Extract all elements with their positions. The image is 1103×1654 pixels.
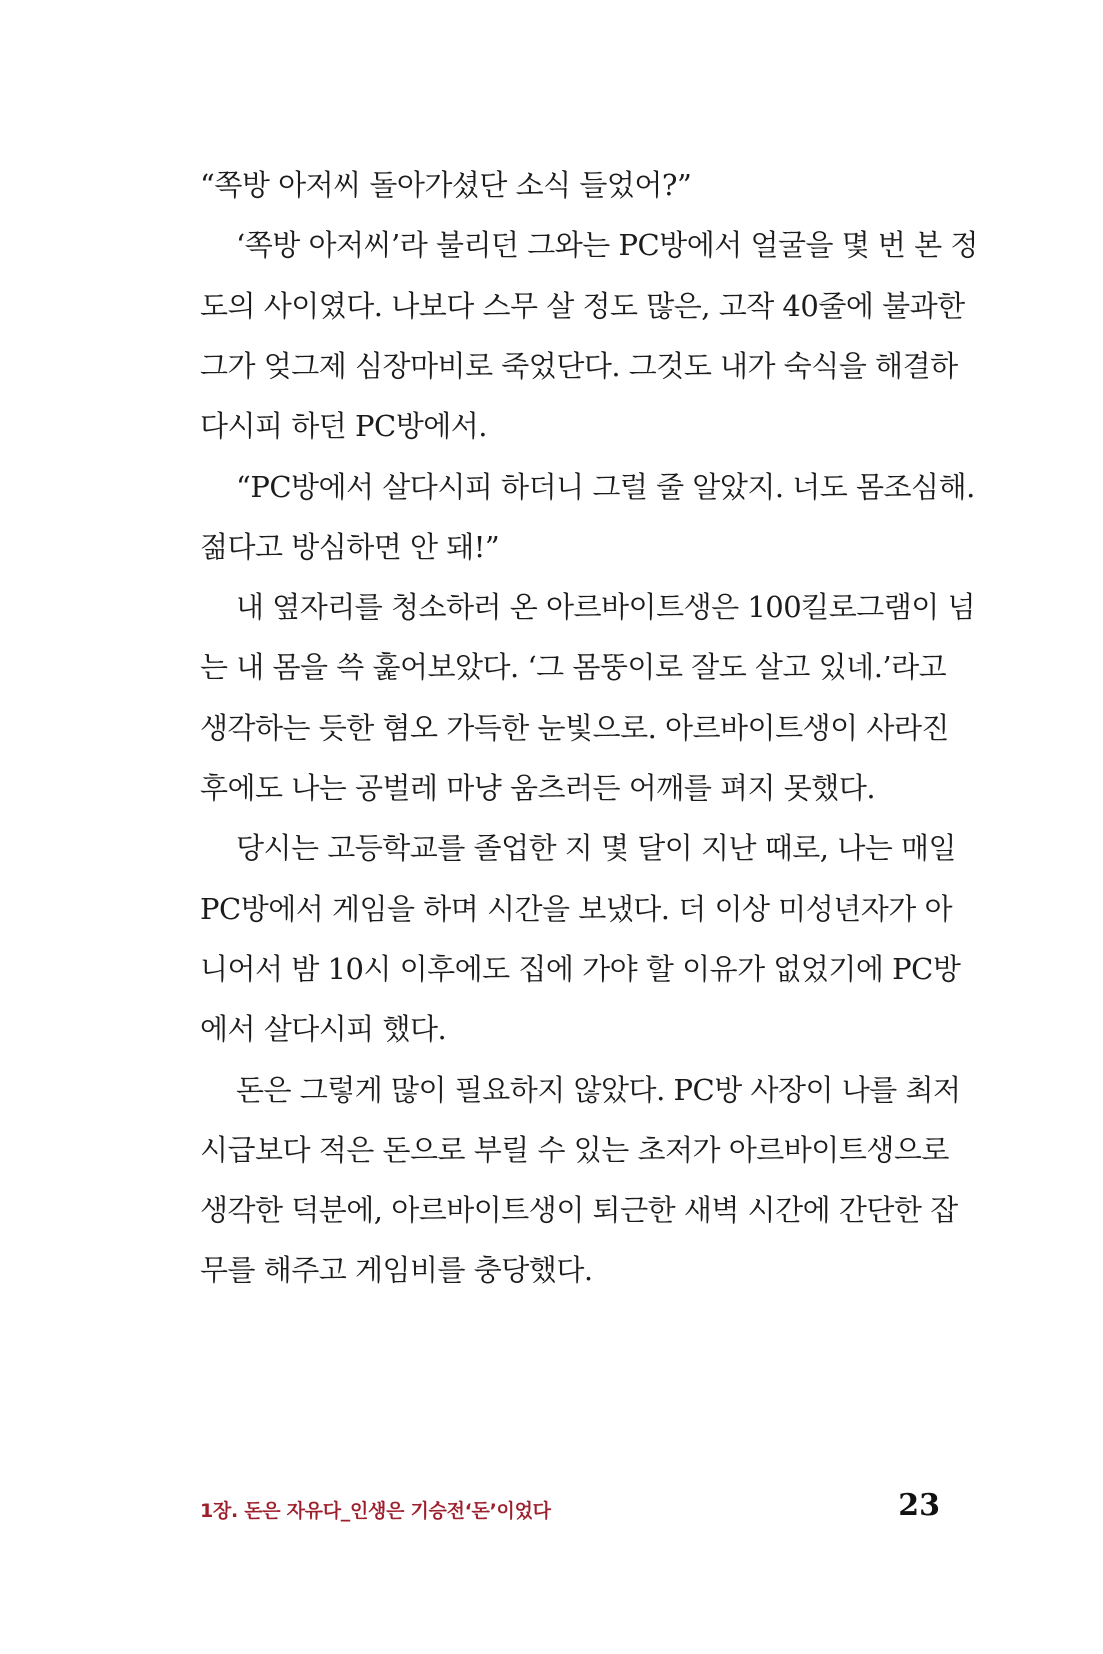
text-line: 에서 살다시피 했다. bbox=[200, 1012, 447, 1047]
text-line: 생각한 덕분에, 아르바이트생이 퇴근한 새벽 시간에 간단한 잡 bbox=[200, 1193, 958, 1228]
text-line: 돈은 그렇게 많이 필요하지 않았다. PC방 사장이 나를 최저 bbox=[236, 1072, 961, 1107]
page-footer bbox=[200, 1490, 940, 1530]
text-line: ‘쪽방 아저씨’라 불리던 그와는 PC방에서 얼굴을 몇 번 본 정 bbox=[236, 228, 978, 263]
text-line: 무를 해주고 게임비를 충당했다. bbox=[200, 1253, 593, 1288]
running-head: 1장. 돈은 자유다_인생은 기승전‘돈’이었다 bbox=[200, 1500, 551, 1522]
text-line: 도의 사이였다. 나보다 스무 살 정도 많은, 고작 40줄에 불과한 bbox=[200, 288, 965, 323]
page-number: 23 bbox=[898, 1488, 940, 1523]
text-line: “쪽방 아저씨 돌아가셨단 소식 들었어?” bbox=[200, 168, 692, 202]
text-line: 다시피 하던 PC방에서. bbox=[200, 409, 487, 444]
text-line: 후에도 나는 공벌레 마냥 움츠러든 어깨를 펴지 못했다. bbox=[200, 771, 876, 805]
text-line: PC방에서 게임을 하며 시간을 보냈다. 더 이상 미성년자가 아 bbox=[200, 891, 952, 926]
text-line: 내 옆자리를 청소하러 온 아르바이트생은 100킬로그램이 넘 bbox=[236, 590, 975, 625]
text-line: 젊다고 방심하면 안 돼!” bbox=[200, 529, 500, 564]
text-line: 당시는 고등학교를 졸업한 지 몇 달이 지난 때로, 나는 매일 bbox=[236, 831, 957, 866]
text-line: 생각하는 듯한 혐오 가득한 눈빛으로. 아르바이트생이 사라진 bbox=[200, 710, 949, 745]
text-line: 니어서 밤 10시 이후에도 집에 가야 할 이유가 없었기에 PC방 bbox=[200, 951, 961, 986]
text-line: 그가 엊그제 심장마비로 죽었단다. 그것도 내가 숙식을 해결하 bbox=[200, 348, 958, 383]
text-line: “PC방에서 살다시피 하더니 그럴 줄 알았지. 너도 몸조심해. bbox=[236, 469, 975, 504]
text-line: 시급보다 적은 돈으로 부릴 수 있는 초저가 아르바이트생으로 bbox=[200, 1132, 949, 1167]
text-line: 는 내 몸을 쓱 훑어보았다. ‘그 몸뚱이로 잘도 살고 있네.’라고 bbox=[200, 650, 947, 685]
